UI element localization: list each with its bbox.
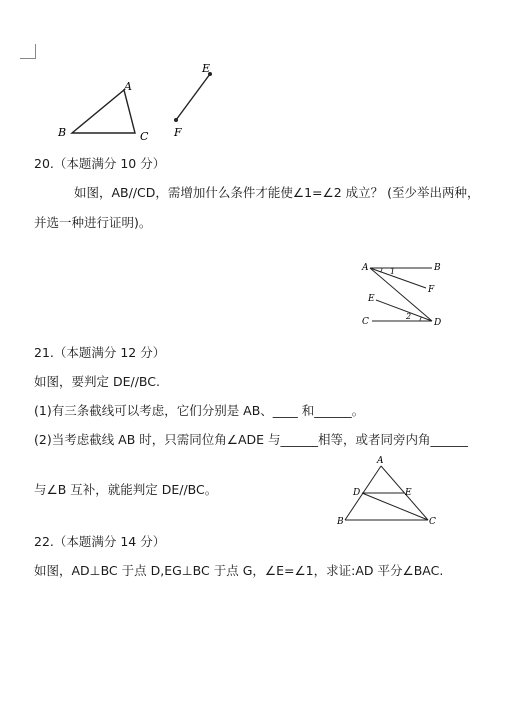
label-c: C [362, 317, 369, 327]
q22-heading: 22.（本题满分 14 分） [34, 534, 166, 549]
label-f: F [174, 126, 182, 139]
label-b: B [58, 126, 67, 139]
q20-figure [360, 256, 450, 328]
label-a: A [124, 80, 132, 93]
q21-text-line1: 如图，要判定 DE//BC. [34, 374, 160, 389]
label-f: F [428, 285, 435, 295]
label-a: A [377, 456, 384, 466]
q21-text-line3: (2)当考虑截线 AB 时，只需同位角∠ADE 与______相等，或者同旁内角______ [34, 432, 469, 447]
label-e: E [202, 62, 211, 75]
label-e: E [368, 294, 375, 304]
q21-heading: 21.（本题满分 12 分） [34, 345, 166, 360]
label-c: C [140, 130, 149, 143]
q22-text-line1: 如图，AD⊥BC 于点 D,EG⊥BC 于点 G，∠E=∠1，求证:AD 平分∠BAC. [34, 563, 444, 578]
q19-figure [50, 60, 230, 145]
q21-figure [335, 454, 440, 530]
label-e: E [405, 488, 412, 498]
angle-1-label: 1 [390, 267, 396, 276]
label-d: D [434, 318, 442, 328]
q20-heading: 20.（本题满分 10 分） [34, 156, 166, 171]
label-b: B [337, 517, 344, 527]
point-f [174, 118, 178, 122]
angle-2-label: 2 [406, 312, 412, 321]
label-b: B [434, 263, 441, 273]
segment-ef [176, 74, 210, 120]
q21-text-line2: (1)有三条截线可以考虑，它们分别是 AB、____ 和______。 [34, 403, 365, 418]
label-a: A [362, 263, 369, 273]
page-corner-mark [20, 44, 36, 59]
label-c: C [429, 517, 436, 527]
q20-text-line2: 并选一种进行证明)。 [34, 215, 152, 230]
q20-text-line1: 如图，AB//CD，需增加什么条件才能使∠1=∠2 成立？ (至少举出两种， [74, 185, 480, 200]
triangle-abc [72, 90, 135, 133]
label-d: D [353, 488, 361, 498]
q21-text-line4: 与∠B 互补，就能判定 DE//BC。 [34, 482, 218, 497]
